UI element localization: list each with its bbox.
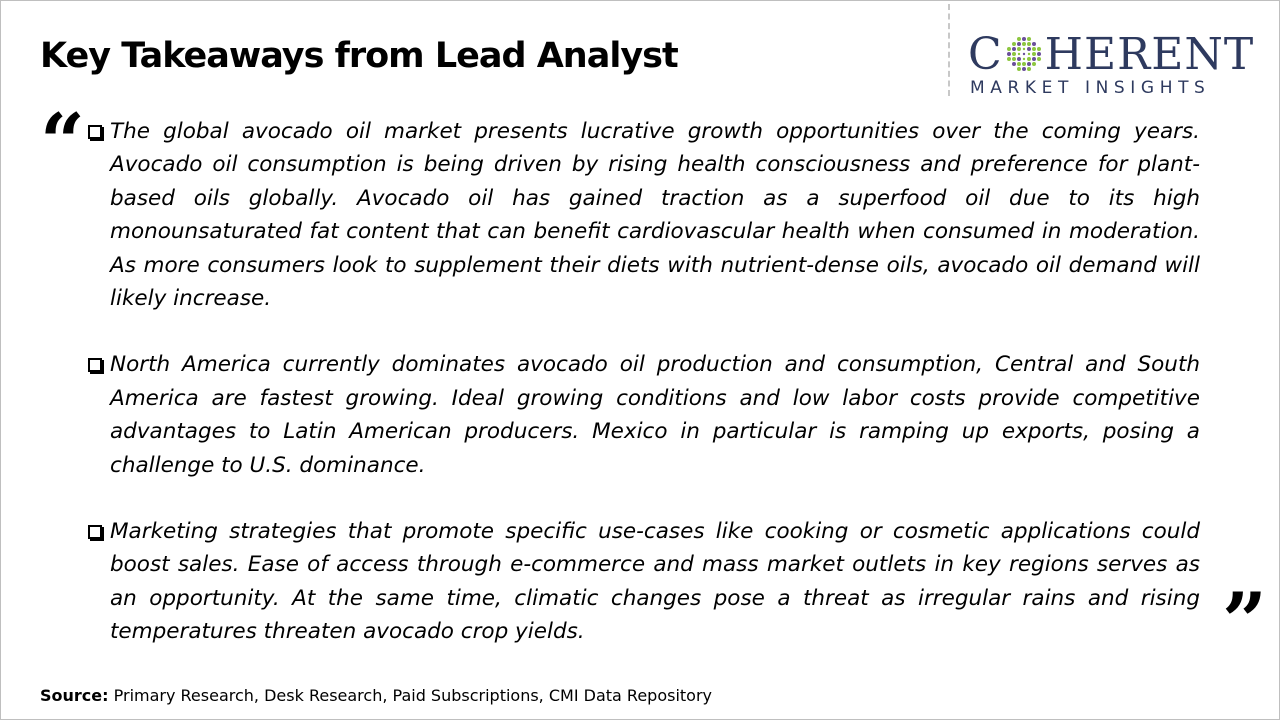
bullet-item <box>86 348 1200 482</box>
logo-word-left: C <box>968 29 1003 80</box>
checkbox-bullet-icon <box>88 525 102 539</box>
checkbox-bullet-icon <box>88 125 102 139</box>
header-divider <box>948 4 950 96</box>
bullet-list <box>86 115 1200 682</box>
bullet-item <box>86 115 1200 315</box>
logo-subtitle: MARKET INSIGHTS <box>970 78 1211 98</box>
bullet-text: Marketing strategies that promote specific use-cases like cooking or cosmetic applications could boost sales. Ease of access through e-commerce and mass market outlets in key regions serves as an opportunity. At the same time, climatic changes pose a threat as irregular rains and rising temperatures threaten avocado crop yields. <box>110 519 1200 645</box>
company-logo <box>968 30 1262 100</box>
close-quote-icon: ” <box>1222 583 1267 633</box>
bullet-text: The global avocado oil market presents lucrative growth opportunities over the coming years. Avocado oil consumption is being driven by rising health consciousness and preference for plant-based oils globally. Avocado oil has gained traction as a superfood oil due to its high monounsaturated fat content that can benefit cardiovascular health when consumed in moderation. As more consumers look to supplement their diets with nutrient-dense oils, avocado oil demand will likely increase. <box>110 119 1200 312</box>
bullet-item <box>86 515 1200 649</box>
logo-word-right: HERENT <box>1044 29 1255 80</box>
logo-wordmark <box>968 30 1254 80</box>
open-quote-icon: “ <box>40 104 85 154</box>
source-note <box>40 686 712 705</box>
bullet-text: North America currently dominates avocado oil production and consumption, Central and South America are fastest growing. Ideal growing conditions and low labor costs provide competitive advantages to Latin American producers. Mexico in particular is ramping up exports, posing a challenge to U.S. dominance. <box>110 352 1200 478</box>
globe-dots-icon <box>1004 34 1044 74</box>
checkbox-bullet-icon <box>88 358 102 372</box>
source-text: Primary Research, Desk Research, Paid Subscriptions, CMI Data Repository <box>108 686 712 705</box>
source-label: Source: <box>40 686 109 705</box>
page-title: Key Takeaways from Lead Analyst <box>40 36 678 76</box>
